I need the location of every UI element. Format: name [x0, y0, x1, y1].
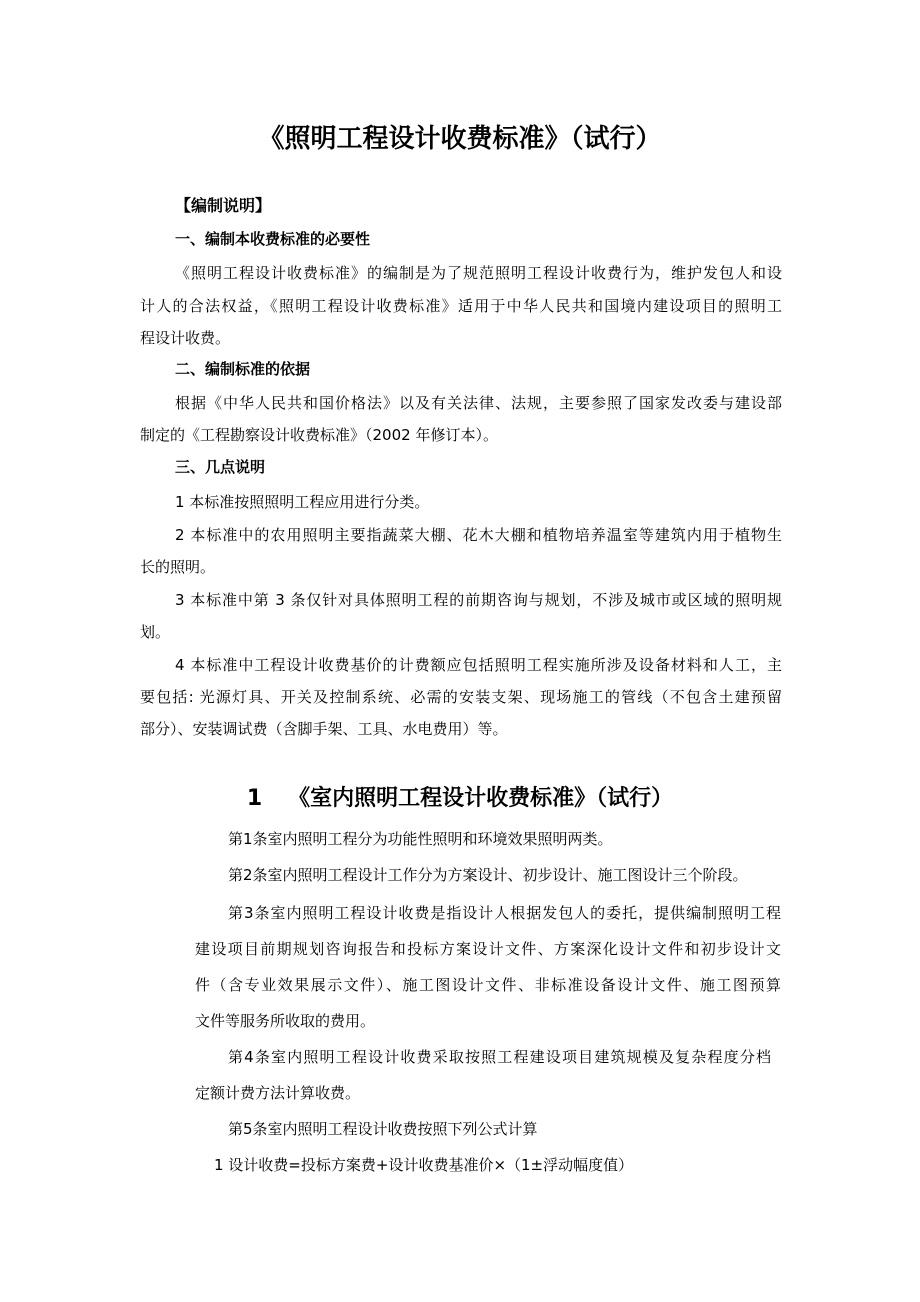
- note-2-line-1: 2 本标准中的农用照明主要指蔬菜大棚、花木大棚和植物培养温室等建筑内用于植物生: [175, 526, 782, 544]
- article-2: 第2条室内照明工程设计工作分为方案设计、初步设计、施工图设计三个阶段。: [228, 866, 748, 884]
- note-4-line-3: 部分）、安装调试费（含脚手架、工具、水电费用）等。: [140, 720, 508, 738]
- section-3-heading: 三、几点说明: [175, 458, 266, 476]
- chapter-1-heading: [0, 781, 920, 812]
- section-1-line-3: 程设计收费。: [140, 329, 231, 347]
- formula-1: 1 设计收费=投标方案费+设计收费基准价×（1±浮动幅度值）: [214, 1156, 634, 1174]
- section-2-line-1: 根据《中华人民共和国价格法》以及有关法律、法规，主要参照了国家发改委与建设部: [175, 394, 782, 412]
- note-3-line-1: 3 本标准中第 3 条仅针对具体照明工程的前期咨询与规划，不涉及城市或区域的照明规: [175, 591, 782, 609]
- article-3-line-3: 件（含专业效果展示文件）、施工图设计文件、非标准设备设计文件、施工图预算: [195, 976, 781, 994]
- preface-heading: 【编制说明】: [175, 196, 272, 215]
- chapter-1-title: 《室内照明工程设计收费标准》（试行）: [288, 786, 674, 811]
- document-title: 《照明工程设计收费标准》（试行）: [258, 124, 662, 154]
- note-3-line-2: 划。: [140, 623, 171, 641]
- section-1-line-2: 计人的合法权益，《照明工程设计收费标准》适用于中华人民共和国境内建设项目的照明工: [140, 297, 782, 315]
- note-1: 1 本标准按照照明工程应用进行分类。: [175, 493, 430, 511]
- chapter-1-number: 1: [246, 786, 263, 811]
- article-3-line-4: 文件等服务所收取的费用。: [195, 1012, 376, 1030]
- note-4-line-1: 4 本标准中工程设计收费基价的计费额应包括照明工程实施所涉及设备材料和人工，主: [175, 656, 782, 674]
- article-3-line-1: 第3条室内照明工程设计收费是指设计人根据发包人的委托，提供编制照明工程: [228, 904, 781, 922]
- section-1-line-1: 《照明工程设计收费标准》的编制是为了规范照明工程设计收费行为，维护发包人和设: [175, 264, 782, 282]
- section-1-heading: 一、编制本收费标准的必要性: [175, 230, 371, 248]
- article-3-line-2: 建设项目前期规划咨询报告和投标方案设计文件、方案深化设计文件和初步设计文: [195, 940, 781, 958]
- note-2-line-2: 长的照明。: [140, 558, 216, 576]
- article-1: 第1条室内照明工程分为功能性照明和环境效果照明两类。: [228, 830, 613, 848]
- article-4-line-1: 第4条室内照明工程设计收费采取按照工程建设项目建筑规模及复杂程度分档: [228, 1048, 771, 1066]
- article-4-line-2: 定额计费方法计算收费。: [195, 1084, 361, 1102]
- section-2-line-2: 制定的《工程勘察设计收费标准》（2002 年修订本）。: [140, 426, 498, 444]
- section-2-heading: 二、编制标准的依据: [175, 360, 311, 378]
- note-4-line-2: 要包括: 光源灯具、开关及控制系统、必需的安装支架、现场施工的管线（不包含土建预留: [140, 688, 782, 706]
- article-5: 第5条室内照明工程设计收费按照下列公式计算: [228, 1120, 538, 1138]
